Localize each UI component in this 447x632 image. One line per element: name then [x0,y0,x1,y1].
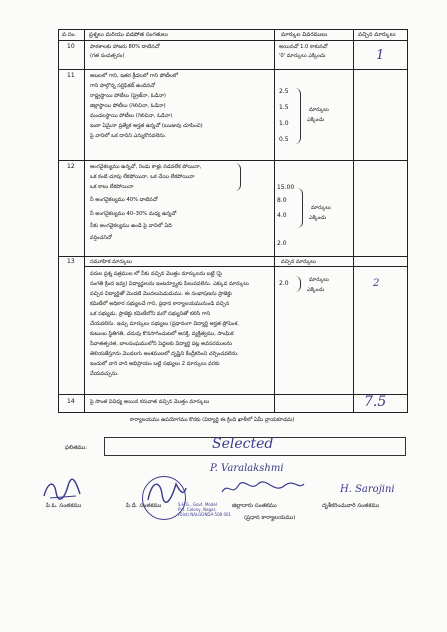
po-signature-label: పి.ఓ. సంతకము [46,503,82,509]
col-divider-1 [84,30,85,412]
head-office-label: (ప్రధాన కార్యాలయము) [244,515,296,521]
row-text-line: అంగవైకల్యము ఉన్నచో, రెండు కాళ్లు నడవలేక పోయినా, [90,164,202,170]
row-text-line: మండలస్థాయి పోటీలు (గెలిచినా, ఓడినా) [90,113,173,119]
row-text-line: రాష్ట్రస్థాయి పోటీలు (ప్రైజ్‌నా, ఓడినా) [90,93,166,99]
row-divider [59,160,407,161]
marks-desc-line: '0' మార్కులు ఎక్కించు [279,53,326,59]
col-divider-3 [353,30,354,412]
marks-value: 4.0 [277,212,287,219]
stamp-text: S.H.G., Govt. Model [178,502,217,507]
office-use-note: కార్యాలయము ఉపయోగము కొరకు (విద్యార్థి ఈ క్రింది ఖాళీలో ఏమీ వ్రాయకూడదు) [130,417,295,423]
subheader-divider [84,266,407,267]
marks-value: 0.5 [279,136,289,143]
row-text-line: తెలియజేస్తూను మొదలగు అంశములలో దృష్టిని కేంద్రీకరించి చర్చించవలెను. [90,351,239,357]
row-text-line: జిల్లాస్థాయి పోటీలు (గెలిచినా, ఓడినా) [90,103,166,109]
result-label: ఫలితము: [65,445,88,451]
marks-value: 2.5 [279,88,289,95]
row-text-line: సేవాతత్పరత, బాలసంఘములోని పెద్దలకు విద్యార్థి పట్ల అవసరములను [90,341,232,347]
given-marks-handwritten: 2 [373,278,380,289]
marks-label: మార్కులు [309,277,329,283]
header-question: ప్రశ్నలు మరియు వడపోత సంగతులు [89,32,168,38]
evaluation-table [58,29,408,413]
row-text-line: నీ అంగవైకల్యము 40% దాటినచో [90,197,158,203]
row-text-line: చేయవలెను. ఇచ్చు మార్కులు సభ్యులు (ప్రధానంగా విద్యార్థి అర్హత ప్రోపెంశ, [90,321,239,327]
row-text-line: పై వానిలో ఒక దానిని ఎన్నుకొనవలెను. [90,133,167,139]
row-text-line: వేయవచ్చును. [90,371,119,377]
col-divider-2 [274,30,275,412]
row-text-line: వచ్చిన విద్యార్థితో మొదటి మొదలుపెడుదుము. ఈ సంభాషణను ప్రాజెక్టు [90,291,232,297]
brace-bracket [295,276,301,292]
row-subtitle: సమూహిక మార్కులు [90,259,133,265]
brace-bracket [297,188,303,228]
po-signature [40,478,85,504]
marks-value: 15.00 [277,184,295,191]
result-value-handwritten: Selected [212,436,274,452]
row-text-line: పాఠశాలకు హాజరు 80% దాటినచో [90,44,160,50]
row-text-line: పై సొంత వివిధ్య అయిన కరువాత వచ్చిన మొత్తం మార్కులు [90,399,210,405]
brace-bracket [235,163,241,191]
row-divider [59,256,407,257]
jilladaru-signature [218,478,308,498]
row-text-line: వర్తించనిచో [90,235,112,241]
row-text-line: పరుల ప్రశ్న పత్రముల లో నీకు వచ్చిన మొత్తం మార్కులను బట్టి (పై [90,271,222,277]
total-marks-handwritten: 7.5 [364,394,387,410]
row-text-line: ఒక కంటి చూపు లేకపోయినా, ఒక చేయి లేకపోయినా [90,174,195,180]
marks-desc-line: అయినచో 1.0 కాకునచో [279,44,328,50]
signature-name-handwritten: H. Sarojini [340,484,395,495]
row-sno: 14 [67,398,75,405]
header-divider [59,40,407,41]
signature-name-handwritten: P. Varalakshmi [210,463,284,474]
row-text-line: నీ అంగవైకల్యము 40–30% మధ్య ఉన్నచో [90,211,177,217]
pd-signature-label: పి.డి. సంతకము [126,503,162,509]
marks-label: మార్కులు [311,205,331,211]
row-text-line: గాని పాల్గొన్న సర్టిఫికట్ ఉందినచో [90,83,156,89]
row-text-line: కుటుంబ స్థితిగతి, చదువు కొనసాగించుటలో ఆసక్తి, వ్యక్తిత్వము, సాంఘిక [90,331,234,337]
marks-label: ఎక్కించు [307,117,325,123]
row-sno: 13 [67,258,75,265]
row-sno: 12 [67,163,75,170]
given-marks-handwritten: 1 [376,48,385,63]
stamp-text: Pvt. Colony, Nagar, [178,507,217,512]
header-marks-desc: మార్కుల వివరములు [281,32,328,38]
row-text-line: కమిటీలో అధికార సభ్యులచే గాని, ప్రధాన కార్యాలయమునుండి వచ్చిన [90,301,230,307]
row-text-line: సంగతి క్రింద ఇవ్వ) విద్యార్థులను ఇంటర్వ్యూకు పిలువవలెను. ఎక్కువ మార్కులు [90,281,249,287]
verifier-signature-label: దృశీకరించువారి సంతకము [322,503,380,509]
brace-bracket [295,88,301,144]
row-text-line: (గత సంవత్సరం) [90,53,125,59]
marks-subheader: వచ్చిన మార్కులు [281,259,316,265]
stamp-text: (Dist) NALGONDA-508 001 [178,512,232,517]
row-divider [59,69,407,70]
marks-value: 1.0 [279,120,289,127]
marks-value: 8.0 [277,197,287,204]
marks-label: మార్కులు [309,107,329,113]
row-text-line: అబలలో గాని, ఇతర క్రీడలలో గాని పోటీలలో [90,73,179,79]
row-text-line: ఇందులో వారి వారి అభిప్రాయం బట్టి సభ్యులు 2 మార్కులు వరకు [90,361,220,367]
marks-label: ఎక్కించు [309,215,327,221]
header-sno: వ.సం. [62,32,77,38]
row-sno: 10 [67,43,75,50]
row-text-line: నీకు అంగవైకల్యము ఉండి పై వానిలో ఏది [90,223,172,229]
row-text-line: ఇంకా ఏమైనా ప్రత్యేక అర్హత ఉన్నచో (ఋజువు చూపించి) [90,123,203,129]
marks-value: 2.0 [279,280,289,287]
row-text-line: ఒక కాలు లేకపోయినా [90,184,134,190]
marks-value: 1.5 [279,104,289,111]
marks-label: ఎక్కించు [307,287,325,293]
header-marks-given: వచ్చిన మార్కులు [358,32,396,38]
row-text-line: ఒక సభ్యుడు, ప్రాజెక్టు కమిటీలోని మరో సభ్యునితో కలిసి గాని [90,311,211,317]
marks-value: 2.0 [277,240,287,247]
jilladaru-signature-label: జిల్లాదారు సంతకము [232,503,277,509]
row-sno: 11 [67,72,75,79]
row-divider [59,394,407,395]
